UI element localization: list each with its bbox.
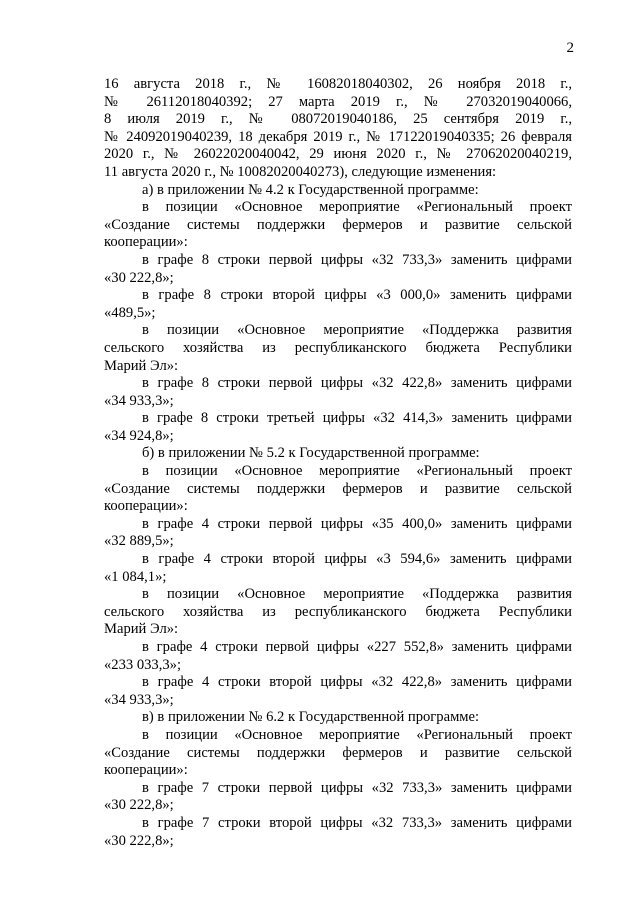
text-line: «30 222,8»;	[104, 832, 174, 849]
text-line: в позиции «Основное мероприятие «Региональный проект	[142, 199, 572, 216]
text-line: сельского хозяйства из республиканского бюджета Республики	[104, 603, 572, 620]
text-line: «489,5»;	[104, 304, 156, 321]
text-line: в графе 8 строки первой цифры «32 733,3» заменить цифрами	[142, 251, 572, 268]
text-line: «1 084,1»;	[104, 568, 167, 585]
text-line: 2020 г., № 26022020040042, 29 июня 2020 г., № 27062020040219,	[104, 146, 572, 163]
text-line: «34 933,3»;	[104, 392, 174, 409]
text-line: в графе 4 строки второй цифры «32 422,8» заменить цифрами	[142, 674, 572, 691]
text-line: «30 222,8»;	[104, 269, 174, 286]
text-line: в графе 7 строки второй цифры «32 733,3» заменить цифрами	[142, 814, 572, 831]
text-line: кооперации»:	[104, 234, 188, 251]
text-line: 8 июля 2019 г., № 08072019040186, 25 сентября 2019 г.,	[104, 111, 572, 128]
text-line: б) в приложении № 5.2 к Государственной программе:	[142, 445, 480, 462]
page-number: 2	[566, 40, 574, 56]
text-line: «34 933,3»;	[104, 691, 174, 708]
text-line: 16 августа 2018 г., № 16082018040302, 26 ноября 2018 г.,	[104, 76, 572, 92]
text-line: в графе 8 строки первой цифры «32 422,8» заменить цифрами	[142, 375, 572, 392]
text-line: «233 033,3»;	[104, 656, 182, 673]
text-line: № 26112018040392; 27 марта 2019 г., № 27032019040066,	[104, 93, 572, 110]
text-line: № 24092019040239, 18 декабря 2019 г., № 17122019040335; 26 февраля	[104, 128, 572, 145]
text-line: в графе 8 строки второй цифры «3 000,0» заменить цифрами	[142, 287, 572, 304]
text-line: кооперации»:	[104, 762, 188, 779]
text-line: «Создание системы поддержки фермеров и развитие сельской	[104, 744, 572, 761]
text-line: «30 222,8»;	[104, 797, 174, 814]
text-line: «Создание системы поддержки фермеров и развитие сельской	[104, 480, 572, 497]
text-line: в графе 4 строки первой цифры «227 552,8» заменить цифрами	[142, 639, 572, 655]
text-line: в позиции «Основное мероприятие «Региональный проект	[142, 463, 572, 480]
text-line: в графе 8 строки третьей цифры «32 414,3» заменить цифрами	[142, 410, 572, 427]
text-line: в графе 4 строки второй цифры «3 594,6» заменить цифрами	[142, 551, 572, 568]
text-line: «32 889,5»;	[104, 533, 174, 550]
text-line: кооперации»:	[104, 498, 188, 515]
document-body	[104, 76, 572, 850]
text-line: в позиции «Основное мероприятие «Поддержка развития	[142, 586, 572, 603]
text-line: Марий Эл»:	[104, 621, 179, 638]
text-line: «Создание системы поддержки фермеров и развитие сельской	[104, 216, 572, 233]
text-line: 11 августа 2020 г., № 10082020040273), следующие изменения:	[104, 163, 497, 180]
text-line: в позиции «Основное мероприятие «Региональный проект	[142, 726, 572, 743]
text-line: в) в приложении № 6.2 к Государственной программе:	[142, 709, 480, 726]
text-line: а) в приложении № 4.2 к Государственной программе:	[142, 181, 479, 198]
text-line: сельского хозяйства из республиканского бюджета Республики	[104, 339, 572, 356]
text-line: в графе 7 строки первой цифры «32 733,3» заменить цифрами	[142, 779, 572, 796]
text-line: «34 924,8»;	[104, 427, 174, 444]
text-line: в графе 4 строки первой цифры «35 400,0» заменить цифрами	[142, 515, 572, 532]
text-line: в позиции «Основное мероприятие «Поддержка развития	[142, 322, 572, 339]
text-line: Марий Эл»:	[104, 357, 179, 374]
